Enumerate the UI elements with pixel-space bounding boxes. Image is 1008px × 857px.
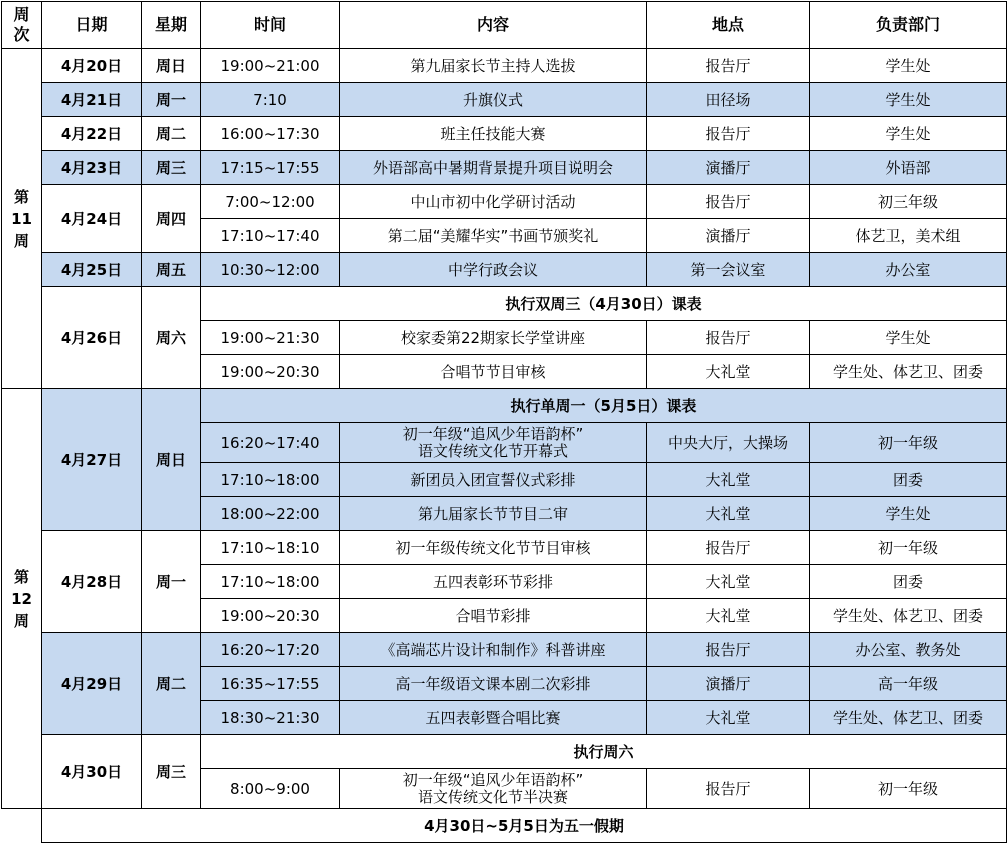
content-cell <box>340 253 647 287</box>
dept-cell: 学生处 <box>810 49 1007 83</box>
content-cell <box>340 49 647 83</box>
week-11-label: 第11周 <box>2 49 42 389</box>
place-cell: 大礼堂 <box>647 701 810 735</box>
date-cell: 4月23日 <box>42 151 142 185</box>
place-cell: 田径场 <box>647 83 810 117</box>
content-line: 校家委第22期家长学堂讲座 <box>400 328 586 347</box>
content-line: 语文传统文化节开幕式 <box>417 441 568 460</box>
place-cell: 报告厅 <box>647 633 810 667</box>
date-cell: 4月22日 <box>42 117 142 151</box>
dept-cell: 学生处、体艺卫、团委 <box>810 355 1007 389</box>
dept-cell: 初一年级 <box>810 531 1007 565</box>
header-content: 内容 <box>340 2 647 49</box>
dept-cell: 体艺卫，美术组 <box>810 219 1007 253</box>
dept-cell: 团委 <box>810 463 1007 497</box>
time-cell: 16:20~17:40 <box>201 423 340 463</box>
table-row <box>2 117 1007 151</box>
content-line: 语文传统文化节半决赛 <box>417 787 568 806</box>
time-cell: 8:00~9:00 <box>201 769 340 809</box>
time-cell: 17:10~17:40 <box>201 219 340 253</box>
schedule-note: 执行双周三（4月30日）课表 <box>201 287 1007 321</box>
place-cell: 大礼堂 <box>647 497 810 531</box>
content-line: 外语部高中暑期背景提升项目说明会 <box>372 158 613 177</box>
date-cell: 4月25日 <box>42 253 142 287</box>
place-cell: 报告厅 <box>647 531 810 565</box>
table-row <box>2 83 1007 117</box>
holiday-note: 4月30日~5月5日为五一假期 <box>42 809 1007 843</box>
content-cell <box>340 151 647 185</box>
content-cell <box>340 219 647 253</box>
header-place: 地点 <box>647 2 810 49</box>
weekday-cell: 周五 <box>142 253 201 287</box>
content-line: 五四表彰暨合唱比赛 <box>425 708 561 727</box>
place-cell: 报告厅 <box>647 185 810 219</box>
content-cell <box>340 667 647 701</box>
content-cell <box>340 531 647 565</box>
content-line: 初一年级传统文化节节目审核 <box>395 538 591 557</box>
weekday-cell: 周三 <box>142 735 201 809</box>
header-dow: 星期 <box>142 2 201 49</box>
dept-cell: 初一年级 <box>810 423 1007 463</box>
place-cell: 大礼堂 <box>647 355 810 389</box>
content-cell <box>340 701 647 735</box>
content-line: 中山市初中化学研讨活动 <box>410 192 576 211</box>
content-cell <box>340 565 647 599</box>
content-line: 第九届家长节节目二审 <box>417 504 568 523</box>
footer-blank-cell <box>2 809 42 843</box>
content-line: 升旗仪式 <box>462 90 523 109</box>
date-cell: 4月28日 <box>42 531 142 633</box>
weekday-cell: 周六 <box>142 287 201 389</box>
time-cell: 10:30~12:00 <box>201 253 340 287</box>
time-cell: 16:35~17:55 <box>201 667 340 701</box>
place-cell: 第一会议室 <box>647 253 810 287</box>
weekday-cell: 周三 <box>142 151 201 185</box>
time-cell: 19:00~21:30 <box>201 321 340 355</box>
table-row <box>2 185 1007 219</box>
content-line: 班主任技能大赛 <box>440 124 546 143</box>
content-cell <box>340 83 647 117</box>
date-cell: 4月27日 <box>42 389 142 531</box>
weekday-cell: 周四 <box>142 185 201 253</box>
header-row <box>2 2 1007 49</box>
content-line: 中学行政会议 <box>447 260 538 279</box>
content-cell <box>340 185 647 219</box>
table-row <box>2 531 1007 565</box>
dept-cell: 初一年级 <box>810 769 1007 809</box>
content-cell <box>340 633 647 667</box>
dept-cell: 初三年级 <box>810 185 1007 219</box>
time-cell: 19:00~20:30 <box>201 599 340 633</box>
header-date: 日期 <box>42 2 142 49</box>
content-line: 高一年级语文课本剧二次彩排 <box>395 674 591 693</box>
place-cell: 报告厅 <box>647 117 810 151</box>
content-cell <box>340 497 647 531</box>
weekday-cell: 周二 <box>142 633 201 735</box>
table-row <box>2 735 1007 769</box>
week-12-label: 第12周 <box>2 389 42 809</box>
content-cell <box>340 599 647 633</box>
dept-cell: 办公室 <box>810 253 1007 287</box>
place-cell: 演播厅 <box>647 667 810 701</box>
table-row <box>2 389 1007 423</box>
table-row <box>2 49 1007 83</box>
header-dept: 负责部门 <box>810 2 1007 49</box>
content-cell <box>340 117 647 151</box>
table-row <box>2 287 1007 321</box>
place-cell: 演播厅 <box>647 151 810 185</box>
content-cell <box>340 769 647 809</box>
dept-cell: 学生处、体艺卫、团委 <box>810 599 1007 633</box>
time-cell: 7:00~12:00 <box>201 185 340 219</box>
table-row <box>2 633 1007 667</box>
schedule-table <box>1 1 1007 843</box>
place-cell: 报告厅 <box>647 49 810 83</box>
weekday-cell: 周日 <box>142 389 201 531</box>
date-cell: 4月24日 <box>42 185 142 253</box>
content-line: 初一年级“追风少年语韵杯” <box>402 770 584 789</box>
time-cell: 17:10~18:00 <box>201 565 340 599</box>
schedule-body <box>2 49 1007 843</box>
time-cell: 17:15~17:55 <box>201 151 340 185</box>
content-line: 合唱节彩排 <box>455 606 531 625</box>
place-cell: 中央大厅，大操场 <box>647 423 810 463</box>
place-cell: 报告厅 <box>647 769 810 809</box>
date-cell: 4月30日 <box>42 735 142 809</box>
time-cell: 18:00~22:00 <box>201 497 340 531</box>
date-cell: 4月26日 <box>42 287 142 389</box>
dept-cell: 学生处 <box>810 83 1007 117</box>
table-row <box>2 253 1007 287</box>
time-cell: 19:00~20:30 <box>201 355 340 389</box>
place-cell: 大礼堂 <box>647 463 810 497</box>
place-cell: 大礼堂 <box>647 599 810 633</box>
time-cell: 16:00~17:30 <box>201 117 340 151</box>
schedule-note: 执行单周一（5月5日）课表 <box>201 389 1007 423</box>
content-cell <box>340 463 647 497</box>
time-cell: 19:00~21:00 <box>201 49 340 83</box>
table-row <box>2 151 1007 185</box>
date-cell: 4月20日 <box>42 49 142 83</box>
time-cell: 17:10~18:10 <box>201 531 340 565</box>
content-cell <box>340 355 647 389</box>
dept-cell: 高一年级 <box>810 667 1007 701</box>
place-cell: 大礼堂 <box>647 565 810 599</box>
content-line: 初一年级“追风少年语韵杯” <box>402 424 584 443</box>
place-cell: 演播厅 <box>647 219 810 253</box>
content-line: 第二届“美耀华实”书画节颁奖礼 <box>387 226 599 245</box>
weekday-cell: 周一 <box>142 531 201 633</box>
time-cell: 16:20~17:20 <box>201 633 340 667</box>
header-week: 周次 <box>2 2 42 49</box>
dept-cell: 外语部 <box>810 151 1007 185</box>
weekday-cell: 周一 <box>142 83 201 117</box>
header-time: 时间 <box>201 2 340 49</box>
dept-cell: 团委 <box>810 565 1007 599</box>
content-line: 第九届家长节主持人选拔 <box>410 56 576 75</box>
content-line: 五四表彰环节彩排 <box>432 572 553 591</box>
dept-cell: 学生处 <box>810 117 1007 151</box>
date-cell: 4月21日 <box>42 83 142 117</box>
weekday-cell: 周二 <box>142 117 201 151</box>
content-cell <box>340 423 647 463</box>
weekday-cell: 周日 <box>142 49 201 83</box>
dept-cell: 办公室、教务处 <box>810 633 1007 667</box>
time-cell: 7:10 <box>201 83 340 117</box>
time-cell: 17:10~18:00 <box>201 463 340 497</box>
dept-cell: 学生处 <box>810 321 1007 355</box>
content-line: 新团员入团宣誓仪式彩排 <box>410 470 576 489</box>
date-cell: 4月29日 <box>42 633 142 735</box>
schedule-note: 执行周六 <box>201 735 1007 769</box>
content-cell <box>340 321 647 355</box>
content-line: 合唱节节目审核 <box>440 362 546 381</box>
footer-row <box>2 809 1007 843</box>
time-cell: 18:30~21:30 <box>201 701 340 735</box>
place-cell: 报告厅 <box>647 321 810 355</box>
dept-cell: 学生处 <box>810 497 1007 531</box>
dept-cell: 学生处、体艺卫、团委 <box>810 701 1007 735</box>
content-line: 《高端芯片设计和制作》科普讲座 <box>380 640 606 659</box>
